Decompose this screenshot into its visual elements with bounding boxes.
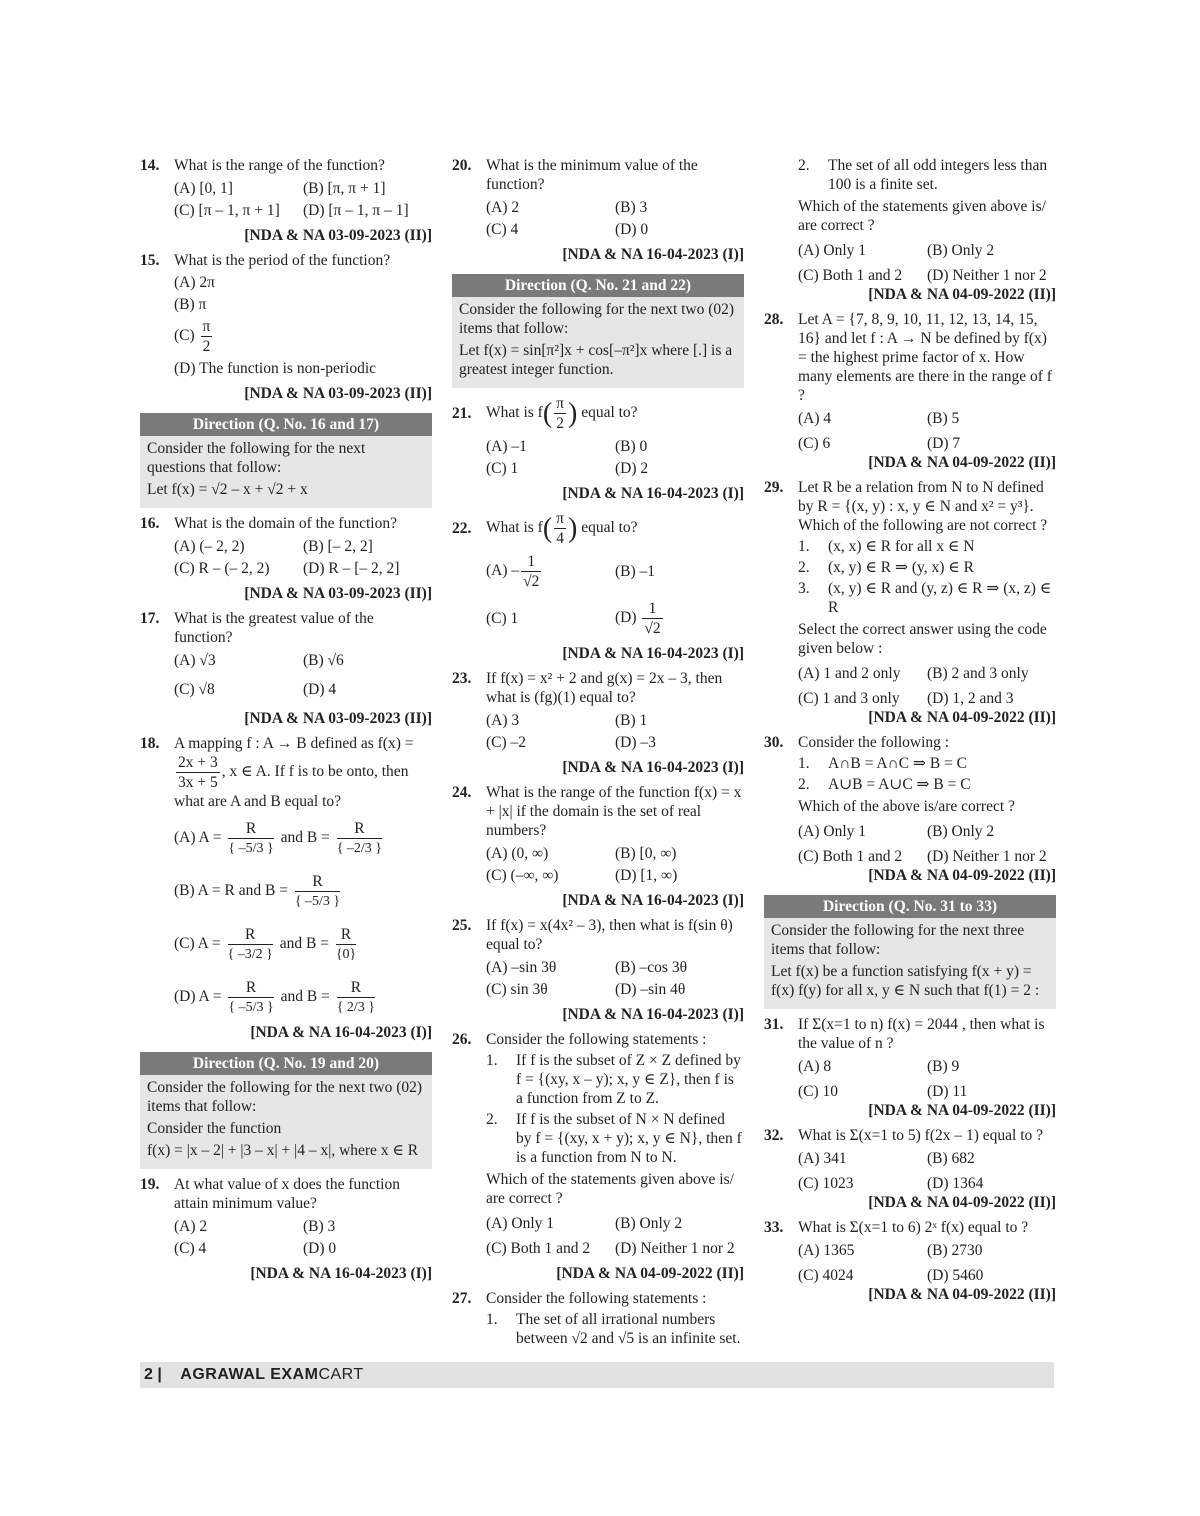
direction-body: Consider the following for the next two (02) items that follow: xyxy=(147,1079,423,1115)
question-32: 32. What is Σ(x=1 to 5) f(2x – 1) equal to ? (A) 341 (B) 682 (C) 1023 (D) 1364 [NDA & NA 04-09-2022 (II)] xyxy=(764,1127,1056,1211)
fraction: $\frac{\pi}{2}$ xyxy=(202,318,211,355)
option-d: (D) Neither 1 nor 2 xyxy=(927,848,1047,865)
option-b: (B) Only 2 xyxy=(927,823,995,840)
option-d: (D) 5460 xyxy=(927,1267,984,1284)
option-b: (B) [– 2, 2] xyxy=(303,538,373,555)
question-33: 33. What is Σ(x=1 to 6) 2ˣ f(x) equal to ? (A) 1365 (B) 2730 (C) 4024 (D) 5460 [NDA & NA 04-09-2022 (II)] xyxy=(764,1219,1056,1303)
source-tag: [NDA & NA 16-04-2023 (I)] xyxy=(562,485,744,502)
option-b: (B) 9 xyxy=(927,1058,960,1075)
option-b: (B) 1 xyxy=(615,712,648,729)
option-a: (A) –1 xyxy=(486,438,527,455)
option-c: (C) sin 3θ xyxy=(486,981,548,998)
option-b: (B) π xyxy=(174,296,207,313)
option-b: (B) 2 and 3 only xyxy=(927,665,1029,682)
option-b: (B) 3 xyxy=(615,199,648,216)
option-b: (B) 5 xyxy=(927,410,960,427)
option-c: (C) 4 xyxy=(486,221,519,238)
option-b: (B) 682 xyxy=(927,1150,975,1167)
option-b: (B) 3 xyxy=(303,1218,336,1235)
option-c: (C) A = $\frac{R}{\{ -3/2 \}}$ and B = $\frac{R}{\{0\}}$ xyxy=(174,926,357,962)
source-tag: [NDA & NA 04-09-2022 (II)] xyxy=(868,1102,1056,1119)
option-d: (D) 1, 2 and 3 xyxy=(927,690,1014,707)
fraction: $\frac{2x + 3}{3x + 5}$ xyxy=(178,754,218,791)
statement-1: 1. A∩B = A∩C ⇒ B = C xyxy=(798,755,967,772)
direction-heading: Direction (Q. No. 31 to 33) xyxy=(764,895,1056,918)
option-c: (C) 10 xyxy=(798,1083,839,1100)
question-26: 26. Consider the following statements : 1. If f is the subset of Z × Z defined by f = {(xy, x – y); x, y ∈ Z}, then f is a function from Z to Z. 2. If f is the subset of N × N defined by f = {(xy, x + y); x, y ∈ N}, then f is a function from N to N. Which of the statements given above is/ are correct ? (A) Only 1 (B) Only 2 (C) Both 1 and 2 (D) Neither 1 nor 2 [NDA & NA 04-09-2022 (II)] xyxy=(452,1031,744,1282)
direction-formula: Let f(x) be a function satisfying f(x + y) = f(x) f(y) for all x, y ∈ N such that f(1) = 2 : xyxy=(771,963,1040,999)
option-c: (C) Both 1 and 2 xyxy=(798,848,903,865)
option-c: (C) 1 xyxy=(486,460,519,477)
source-tag: [NDA & NA 04-09-2022 (II)] xyxy=(868,286,1056,303)
fraction: $\frac{\pi}{2}$ xyxy=(556,395,564,432)
source-tag: [NDA & NA 04-09-2022 (II)] xyxy=(868,1286,1056,1303)
brand-logo: AGRAWAL EXAMCART xyxy=(180,1366,364,1383)
option-b: (B) Only 2 xyxy=(927,242,995,259)
direction-heading: Direction (Q. No. 19 and 20) xyxy=(140,1052,432,1075)
option-a: (A) 2 xyxy=(486,199,520,216)
direction-heading: Direction (Q. No. 21 and 22) xyxy=(452,274,744,297)
question-31: 31. If Σ(x=1 to n) f(x) = 2044 , then what is the value of n ? (A) 8 (B) 9 (C) 10 (D) 11 [NDA & NA 04-09-2022 (II)] xyxy=(764,1016,1056,1119)
statement-3: 3. (x, y) ∈ R and (y, z) ∈ R ⇒ (x, z) ∈ R xyxy=(798,580,1052,616)
question-28: 28. Let A = {7, 8, 9, 10, 11, 12, 13, 14, 15, 16} and let f : A → N be defined by f(x) = the highest prime factor of x. How many elements are there in the range of f ? (A) 4 (B) 5 (C) 6 (D) 7 [NDA & NA 04-09-2022 (II)] xyxy=(764,311,1056,471)
statement-1: 1. (x, x) ∈ R for all x ∈ N xyxy=(798,538,975,555)
option-a: (A) –sin 3θ xyxy=(486,959,557,976)
source-tag: [NDA & NA 04-09-2022 (II)] xyxy=(868,867,1056,884)
direction-body: Consider the following for the next two (02) items that follow: xyxy=(459,301,735,337)
source-tag: [NDA & NA 03-09-2023 (II)] xyxy=(244,585,432,602)
question-16: 16. What is the domain of the function? (A) (– 2, 2) (B) [– 2, 2] (C) R – (– 2, 2) (D) R – [– 2, 2] [NDA & NA 03-09-2023 (II)] xyxy=(140,515,432,602)
option-a: (A) [0, 1] xyxy=(174,180,233,197)
direction-body-2: Consider the function xyxy=(147,1120,282,1137)
option-a: (A) Only 1 xyxy=(486,1215,555,1232)
source-tag: [NDA & NA 04-09-2022 (II)] xyxy=(868,454,1056,471)
option-c: (C) 4024 xyxy=(798,1267,854,1284)
direction-body: Consider the following for the next three items that follow: xyxy=(771,922,1025,958)
option-d: (D) –3 xyxy=(615,734,656,751)
option-a: (A) √3 xyxy=(174,652,216,669)
source-tag: [NDA & NA 03-09-2023 (II)] xyxy=(244,710,432,727)
option-d: (D) [π – 1, π – 1] xyxy=(303,202,409,219)
column-1 xyxy=(140,150,432,1283)
option-a: (A) 4 xyxy=(798,410,832,427)
question-17: 17. What is the greatest value of the function? (A) √3 (B) √6 (C) √8 (D) 4 [NDA & NA 03-09-2023 (II)] xyxy=(140,610,432,727)
option-a: (A) (– 2, 2) xyxy=(174,538,245,555)
option-b: (B) √6 xyxy=(303,652,344,669)
option-a: (A) 2 xyxy=(174,1218,208,1235)
source-tag: [NDA & NA 16-04-2023 (I)] xyxy=(250,1265,432,1282)
source-tag: [NDA & NA 16-04-2023 (I)] xyxy=(562,759,744,776)
question-14: 14. What is the range of the function? (A) [0, 1] (B) [π, π + 1] (C) [π – 1, π + 1] (D) [π – 1, π – 1] [NDA & NA 03-09-2023 (II)] xyxy=(140,157,432,244)
question-19: 19. At what value of x does the function attain minimum value? (A) 2 (B) 3 (C) 4 (D) 0 [NDA & NA 16-04-2023 (I)] xyxy=(140,1176,432,1282)
statement-1: 1. The set of all irrational numbers between √2 and √5 is an infinite set. xyxy=(486,1311,741,1347)
direction-formula: Let f(x) = sin[π²]x + cos[–π²]x where [.] is a greatest integer function. xyxy=(459,342,733,378)
option-d: (D) [1, ∞) xyxy=(615,867,678,884)
column-2 xyxy=(452,150,744,1348)
source-tag: [NDA & NA 16-04-2023 (I)] xyxy=(562,1006,744,1023)
question-23: 23. If f(x) = x² + 2 and g(x) = 2x – 3, then what is (fg)(1) equal to? (A) 3 (B) 1 (C) –2 (D) –3 [NDA & NA 16-04-2023 (I)] xyxy=(452,670,744,776)
option-d: (D) 4 xyxy=(303,681,337,698)
option-b: (B) Only 2 xyxy=(615,1215,683,1232)
set-expression: $\frac{R}{\{ -2/3 \}}$ xyxy=(336,820,383,856)
question-tail: Which of the statements given above is/ are correct ? xyxy=(486,1171,734,1207)
direction-formula: Let f(x) = √2 – x + √2 + x xyxy=(147,481,308,498)
direction-21-22 xyxy=(452,274,744,388)
option-b: (B) 2730 xyxy=(927,1242,983,1259)
statement-2: 2. A∪B = A∪C ⇒ B = C xyxy=(798,776,971,793)
page-number: 2 | xyxy=(144,1366,162,1383)
option-c: (C) [π – 1, π + 1] xyxy=(174,202,280,219)
option-c: (C) Both 1 and 2 xyxy=(798,267,903,284)
option-b: (B) –1 xyxy=(615,563,656,580)
option-d: (D) Neither 1 nor 2 xyxy=(927,267,1047,284)
set-expression: $\frac{R}{\{ -5/3 \}}$ xyxy=(228,820,274,856)
option-d: (D) The function is non-periodic xyxy=(174,360,377,377)
statement-2: 2. If f is the subset of N × N defined by f = {(xy, x + y); x, y ∈ N}, then f is a function from N to N. xyxy=(486,1111,742,1166)
source-tag: [NDA & NA 04-09-2022 (II)] xyxy=(868,1194,1056,1211)
option-d: (D) $\frac{1}{√2}$ xyxy=(615,600,661,637)
source-tag: [NDA & NA 04-09-2022 (II)] xyxy=(868,709,1056,726)
option-c: (C) 6 xyxy=(798,435,831,452)
set-expression: $\frac{R}{\{ -3/2 \}}$ xyxy=(227,926,273,962)
option-c: (C) 4 xyxy=(174,1240,207,1257)
option-a: (A) 1365 xyxy=(798,1242,855,1259)
option-b: (B) [0, ∞) xyxy=(615,845,677,862)
source-tag: [NDA & NA 03-09-2023 (II)] xyxy=(244,227,432,244)
set-expression: $\frac{R}{\{ -5/3 \}}$ xyxy=(228,979,274,1015)
set-expression: $\frac{R}{\{ 2/3 \}}$ xyxy=(336,979,376,1015)
option-c: (C) 1 xyxy=(486,610,519,627)
statement-2: 2. (x, y) ∈ R ⇒ (y, x) ∈ R xyxy=(798,559,975,576)
fraction: $\frac{1}{√2}$ xyxy=(523,553,540,590)
question-tail: Which of the above is/are correct ? xyxy=(798,798,1015,815)
option-a: (A) 2π xyxy=(174,274,215,291)
direction-16-17 xyxy=(140,413,432,508)
option-a: (A) 8 xyxy=(798,1058,832,1075)
option-d: (D) 2 xyxy=(615,460,649,477)
option-a: (A) 1 and 2 only xyxy=(798,665,901,682)
option-b: (B) [π, π + 1] xyxy=(303,180,386,197)
option-a: (A) Only 1 xyxy=(798,823,867,840)
fraction: $\frac{1}{√2}$ xyxy=(644,600,661,637)
option-a: (A) 3 xyxy=(486,712,520,729)
option-a: (A) 341 xyxy=(798,1150,847,1167)
option-a: (A) – $\frac{1}{√2}$ xyxy=(486,553,540,590)
option-b: (B) A = R and B = $\frac{R}{\{ -5/3 \}}$ xyxy=(174,873,341,909)
option-b: (B) –cos 3θ xyxy=(615,959,687,976)
direction-19-20 xyxy=(140,1052,432,1169)
direction-body: Consider the following for the next questions that follow: xyxy=(147,440,366,476)
option-d: (D) 7 xyxy=(927,435,961,452)
option-d: (D) 11 xyxy=(927,1083,968,1100)
question-30: 30. Consider the following : 1. A∩B = A∩C ⇒ B = C 2. A∪B = A∪C ⇒ B = C Which of the above is/are correct ? (A) Only 1 (B) Only 2 (C) Both 1 and 2 (D) Neither 1 nor 2 [NDA & NA 04-09-2022 (II)] xyxy=(764,734,1056,884)
option-d: (D) 1364 xyxy=(927,1175,984,1192)
question-21: 21. What is f( $\frac{\pi}{2}$ ) equal to? (A) –1 (B) 0 (C) 1 (D) 2 [NDA & NA 16-04-2023 (I)] xyxy=(452,395,744,502)
fraction: $\frac{\pi}{4}$ xyxy=(556,510,564,547)
question-22: 22. What is f( $\frac{\pi}{4}$ ) equal to? (A) – $\frac{1}{√2}$ (B) –1 (C) 1 (D) $\frac{1}{√2}$ [NDA & NA 16-04-2023 (I)] xyxy=(452,510,744,662)
option-b: (B) 0 xyxy=(615,438,648,455)
option-c: (C) √8 xyxy=(174,681,215,698)
question-24: 24. What is the range of the function f(x) = x + |x| if the domain is the set of real numbers? (A) (0, ∞) (B) [0, ∞) (C) (–∞, ∞) (D) [1, ∞) [NDA & NA 16-04-2023 (I)] xyxy=(452,784,744,909)
source-tag: [NDA & NA 16-04-2023 (I)] xyxy=(562,246,744,263)
option-d: (D) Neither 1 nor 2 xyxy=(615,1240,735,1257)
option-c: (C) 1 and 3 only xyxy=(798,690,900,707)
option-c: (C) $\frac{\pi}{2}$ xyxy=(174,318,211,355)
option-c: (C) Both 1 and 2 xyxy=(486,1240,591,1257)
option-c: (C) 1023 xyxy=(798,1175,854,1192)
direction-formula: f(x) = |x – 2| + |3 – x| + |4 – x|, where x ∈ R xyxy=(147,1142,419,1159)
source-tag: [NDA & NA 16-04-2023 (I)] xyxy=(562,645,744,662)
option-d: (D) 0 xyxy=(303,1240,337,1257)
statement-2: 2. The set of all odd integers less than 100 is a finite set. xyxy=(798,157,1048,193)
source-tag: [NDA & NA 04-09-2022 (II)] xyxy=(556,1265,744,1282)
direction-heading: Direction (Q. No. 16 and 17) xyxy=(140,413,432,436)
question-tail: Which of the statements given above is/ are correct ? xyxy=(798,198,1046,234)
option-d: (D) A = $\frac{R}{\{ -5/3 \}}$ and B = $\frac{R}{\{ 2/3 \}}$ xyxy=(174,979,376,1015)
question-29: 29. Let R be a relation from N to N defined by R = {(x, y) : x, y ∈ N and x² = y³}. Which of the following are not correct ? 1. (x, x) ∈ R for all x ∈ N 2. (x, y) ∈ R ⇒ (y, x) ∈ R 3. (x, y) ∈ R and (y, z) ∈ R ⇒ (x, z) ∈ R Select the correct answer using the code given below : (A) 1 and 2 only (B) 2 and 3 only (C) 1 and 3 only (D) 1, 2 and 3 [NDA & NA 04-09-2022 (II)] xyxy=(764,479,1056,726)
source-tag: [NDA & NA 16-04-2023 (I)] xyxy=(250,1024,432,1041)
question-25: 25. If f(x) = x(4x² – 3), then what is f(sin θ) equal to? (A) –sin 3θ (B) –cos 3θ (C) sin 3θ (D) –sin 4θ [NDA & NA 16-04-2023 (I)] xyxy=(452,917,744,1023)
option-a: (A) Only 1 xyxy=(798,242,867,259)
option-d: (D) –sin 4θ xyxy=(615,981,686,998)
set-expression: $\frac{R}{\{ -5/3 \}}$ xyxy=(294,873,341,909)
source-tag: [NDA & NA 03-09-2023 (II)] xyxy=(244,385,432,402)
question-27: 27. Consider the following statements : 1. The set of all irrational numbers between √2 and √5 is an infinite set. xyxy=(452,1289,744,1348)
column-3 xyxy=(764,150,1056,1304)
page-footer xyxy=(140,1362,1054,1388)
question-15: 15. What is the period of the function? (A) 2π (B) π (C) $\frac{\pi}{2}$ (D) The function is non-periodic [NDA & NA 03-09-2023 (II)] xyxy=(140,252,432,402)
question-27-continued xyxy=(764,156,1056,304)
option-c: (C) (–∞, ∞) xyxy=(486,867,559,884)
source-tag: [NDA & NA 16-04-2023 (I)] xyxy=(562,892,744,909)
option-a: (A) (0, ∞) xyxy=(486,845,549,862)
direction-31-33 xyxy=(764,895,1056,1009)
option-c: (C) R – (– 2, 2) xyxy=(174,560,270,577)
statement-1: 1. If f is the subset of Z × Z defined by f = {(xy, x – y); x, y ∈ Z}, then f is a function from Z to Z. xyxy=(486,1052,741,1107)
question-18: 18. A mapping f : A → B defined as f(x) = $\frac{2x + 3}{3x + 5}$ , x ∈ A. If f is to be onto, then what are A and B equal to? (A) A = $\frac{R}{\{ -5/3 \}}$ and B = $\frac{R}{\{ -2/3 \}}$ (B) A = R and B = $\frac{R}{\{ -5/3 \}}$ (C) A = $\frac{R}{\{ -3/2 \}}$ and B = $\frac{R}{\{0\}}$ (D) A = $\frac{R}{\{ -5/3 \}}$ and B = $\frac{R}{\{ 2/3 \}}$ [NDA & NA 16-04-2023 (I)] xyxy=(140,735,432,1041)
option-d: (D) R – [– 2, 2] xyxy=(303,560,400,577)
question-20: 20. What is the minimum value of the function? (A) 2 (B) 3 (C) 4 (D) 0 [NDA & NA 16-04-2023 (I)] xyxy=(452,157,744,263)
option-a: (A) A = $\frac{R}{\{ -5/3 \}}$ and B = $\frac{R}{\{ -2/3 \}}$ xyxy=(174,820,383,856)
option-c: (C) –2 xyxy=(486,734,527,751)
question-tail: Select the correct answer using the code given below : xyxy=(798,621,1047,657)
option-d: (D) 0 xyxy=(615,221,649,238)
set-expression: $\frac{R}{\{0\}}$ xyxy=(335,926,357,962)
